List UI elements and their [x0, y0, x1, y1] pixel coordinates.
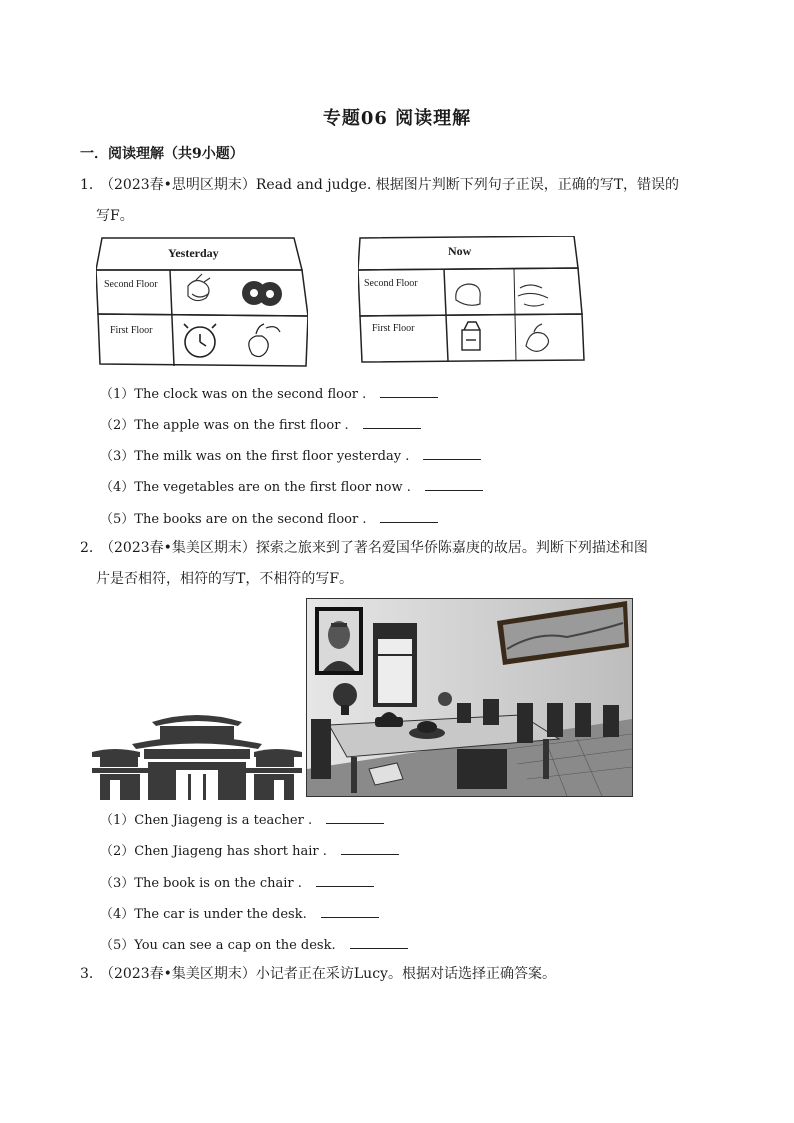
row-label-second-floor: Second Floor	[364, 278, 418, 289]
item-label: （5）	[100, 512, 135, 527]
question-text: （2023春•集美区期末）小记者正在采访Lucy。根据对话选择正确答案。	[100, 966, 556, 982]
answer-blank[interactable]	[380, 385, 438, 398]
yesterday-table	[96, 236, 308, 370]
apple-icon	[249, 324, 280, 357]
answer-blank[interactable]	[423, 447, 481, 460]
q2-item-1	[100, 809, 384, 828]
question-text: （2023春•集美区期末）探索之旅来到了著名爱国华侨陈嘉庚的故居。判断下列描述和图	[100, 540, 648, 556]
table-title: Now	[448, 244, 472, 258]
vegetables-icon	[518, 285, 548, 306]
item-text: The clock was on the second floor .	[134, 387, 367, 402]
item-text: You can see a cap on the desk.	[134, 938, 336, 953]
row-label-first-floor: First Floor	[110, 325, 153, 336]
question-2	[80, 538, 730, 558]
q1-item-3	[100, 445, 481, 464]
room-photo	[306, 598, 633, 797]
vegetables-icon	[526, 324, 549, 351]
milk-icon	[462, 322, 480, 350]
item-label: （5）	[100, 938, 135, 953]
row-label-first-floor: First Floor	[372, 323, 415, 334]
q1-item-1	[100, 383, 438, 402]
answer-blank[interactable]	[350, 936, 408, 949]
q2-item-2	[100, 840, 399, 859]
section-heading: 一．阅读理解（共9小题）	[80, 146, 244, 162]
item-label: （2）	[100, 844, 135, 859]
table-title: Yesterday	[168, 246, 219, 260]
question-number: 1．	[80, 177, 103, 193]
answer-blank[interactable]	[425, 478, 483, 491]
question-number: 2．	[80, 540, 103, 556]
ancestral-house-image	[92, 712, 302, 806]
bread-icon	[456, 284, 481, 305]
question-text: （2023春•思明区期末）Read and judge. 根据图片判断下列句子正误，正确的写T，错误的	[100, 177, 680, 193]
answer-blank[interactable]	[341, 842, 399, 855]
q1-item-2	[100, 414, 421, 433]
answer-blank[interactable]	[321, 905, 379, 918]
q2-item-5	[100, 934, 408, 953]
question-3	[80, 964, 730, 984]
answer-blank[interactable]	[363, 416, 421, 429]
portrait-frame	[315, 607, 363, 675]
question-1-line2: 写F。	[96, 208, 134, 224]
item-label: （3）	[100, 876, 135, 891]
q1-item-5	[100, 508, 438, 527]
tape-icon	[242, 281, 282, 306]
question-1	[80, 175, 730, 195]
question-2-line2: 片是否相符，相符的写T，不相符的写F。	[96, 571, 354, 587]
q2-item-3	[100, 872, 374, 891]
q1-item-4	[100, 476, 483, 495]
clock-icon	[184, 324, 216, 357]
item-text: The books are on the second floor .	[134, 512, 367, 527]
row-label-second-floor: Second Floor	[104, 279, 158, 290]
now-table	[358, 236, 586, 364]
item-text: The book is on the chair .	[134, 876, 302, 891]
item-label: （1）	[100, 387, 135, 402]
item-label: （1）	[100, 813, 135, 828]
item-text: Chen Jiageng is a teacher .	[134, 813, 313, 828]
item-text: The milk was on the first floor yesterday .	[134, 449, 410, 464]
answer-blank[interactable]	[380, 510, 438, 523]
answer-blank[interactable]	[316, 874, 374, 887]
vegetables-icon	[188, 274, 210, 301]
item-label: （4）	[100, 907, 135, 922]
answer-blank[interactable]	[326, 811, 384, 824]
item-label: （3）	[100, 449, 135, 464]
item-text: The vegetables are on the first floor now .	[134, 480, 411, 495]
q2-item-4	[100, 903, 379, 922]
item-label: （2）	[100, 418, 135, 433]
item-text: The car is under the desk.	[134, 907, 307, 922]
page-title: 专题06 阅读理解	[322, 108, 472, 129]
question-number: 3．	[80, 966, 103, 982]
item-text: The apple was on the first floor .	[134, 418, 349, 433]
item-text: Chen Jiageng has short hair .	[134, 844, 327, 859]
item-label: （4）	[100, 480, 135, 495]
